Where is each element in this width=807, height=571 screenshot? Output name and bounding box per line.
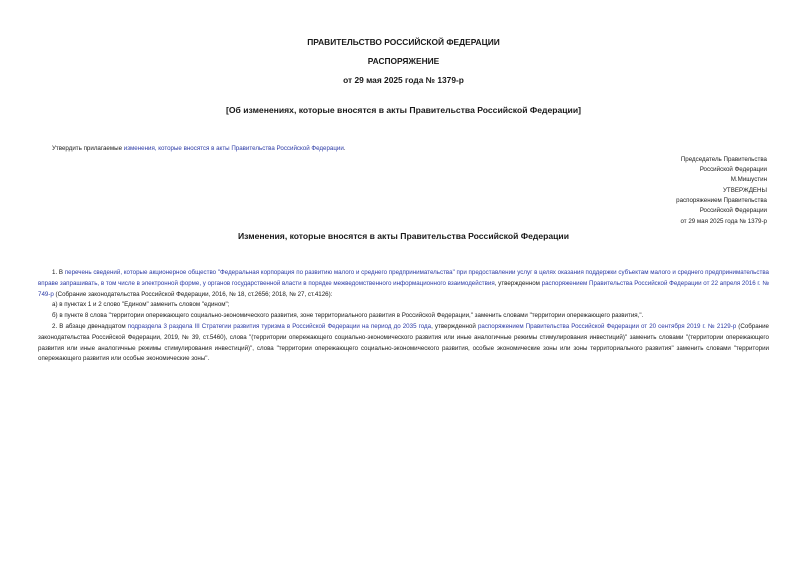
paragraph-item-1a: а) в пунктах 1 и 2 слово "Едином" заменить словом "едином";	[52, 301, 230, 309]
approved-line2: Российской Федерации	[699, 207, 767, 215]
document-body	[38, 268, 769, 365]
item2-mid: , утвержденной	[431, 322, 478, 330]
paragraph-item-1b: б) в пункте 8 слова "территории опережающего социально-экономического развития, зоне территориального развития в Российской Федерации," заменить словами "территории опережающего развития,".	[52, 312, 644, 320]
item2-prefix: 2. В абзаце двенадцатом	[52, 322, 128, 330]
approved-block	[676, 186, 767, 227]
approve-prefix: Утвердить прилагаемые	[52, 145, 124, 152]
item1-link-list[interactable]: перечень сведений, которые акционерное общество "Федеральная корпорация по развитию малого и среднего предпринимательства" при предоставлении услуг в целях оказания поддержки субъектам малого и среднего предпринимательства вправе запрашивать, в том числе в электронной форме, у органов государственной власти в порядке межведомственного информационного взаимодействия	[38, 269, 769, 287]
government-title: ПРАВИТЕЛЬСТВО РОССИЙСКОЙ ФЕДЕРАЦИИ	[307, 37, 500, 47]
document-date-number: от 29 мая 2025 года № 1379-р	[343, 75, 464, 85]
approve-paragraph	[52, 145, 346, 153]
changes-subtitle: Изменения, которые вносятся в акты Правительства Российской Федерации	[237, 231, 569, 241]
approve-suffix: .	[343, 145, 346, 152]
item1-suffix: (Собрание законодательства Российской Федерации, 2016, № 18, ст.2656; 2018, № 27, ст.4126):	[53, 290, 333, 298]
approve-link[interactable]: изменения, которые вносятся в акты Правительства Российской Федерации	[123, 145, 344, 152]
item2-suffix: (Собрание законодательства Российской Федерации, 2019, № 39, ст.5460), слова "(территории опережающего социально-экономического развития или иные аналогичные режимы стимулирования инвестиций)" заменить словами "(территории опережающего развития или иные аналогичные режимы стимулирования инвестиций)", слова "территории опережающего социально-экономического развития, особые экономические зоны или зоны территориального развития" заменить словами "территории опережающего развития или особые экономические зоны".	[38, 322, 770, 363]
document-subject: [Об изменениях, которые вносятся в акты Правительства Российской Федерации]	[225, 105, 581, 115]
paragraph-item-1	[38, 268, 769, 300]
signature-name: М.Мишустин	[730, 176, 767, 184]
approved-word: УТВЕРЖДЕНЫ	[723, 187, 767, 194]
approved-line1: распоряжением Правительства	[676, 197, 767, 205]
paragraph-item-2	[38, 322, 769, 365]
signature-position-line2: Российской Федерации	[699, 166, 767, 174]
signature-position-line1: Председатель Правительства	[680, 156, 767, 163]
signature-block	[681, 155, 767, 186]
document-type: РАСПОРЯЖЕНИЕ	[367, 56, 440, 66]
item2-link-order[interactable]: распоряжением Правительства Российской Федерации от 20 сентября 2019 г. № 2129-р	[477, 322, 737, 330]
item1-link-order[interactable]: распоряжением Правительства Российской Федерации от 22 апреля 2016 г. № 749-р	[38, 279, 769, 298]
approved-line3: от 29 мая 2025 года № 1379-р	[680, 217, 767, 225]
item1-mid: , утвержденном	[494, 279, 542, 287]
item1-prefix: 1. В	[52, 269, 65, 276]
item2-link-strategy[interactable]: подраздела 3 раздела III Стратегии развития туризма в Российской Федерации на период до 2035 года	[127, 322, 432, 330]
